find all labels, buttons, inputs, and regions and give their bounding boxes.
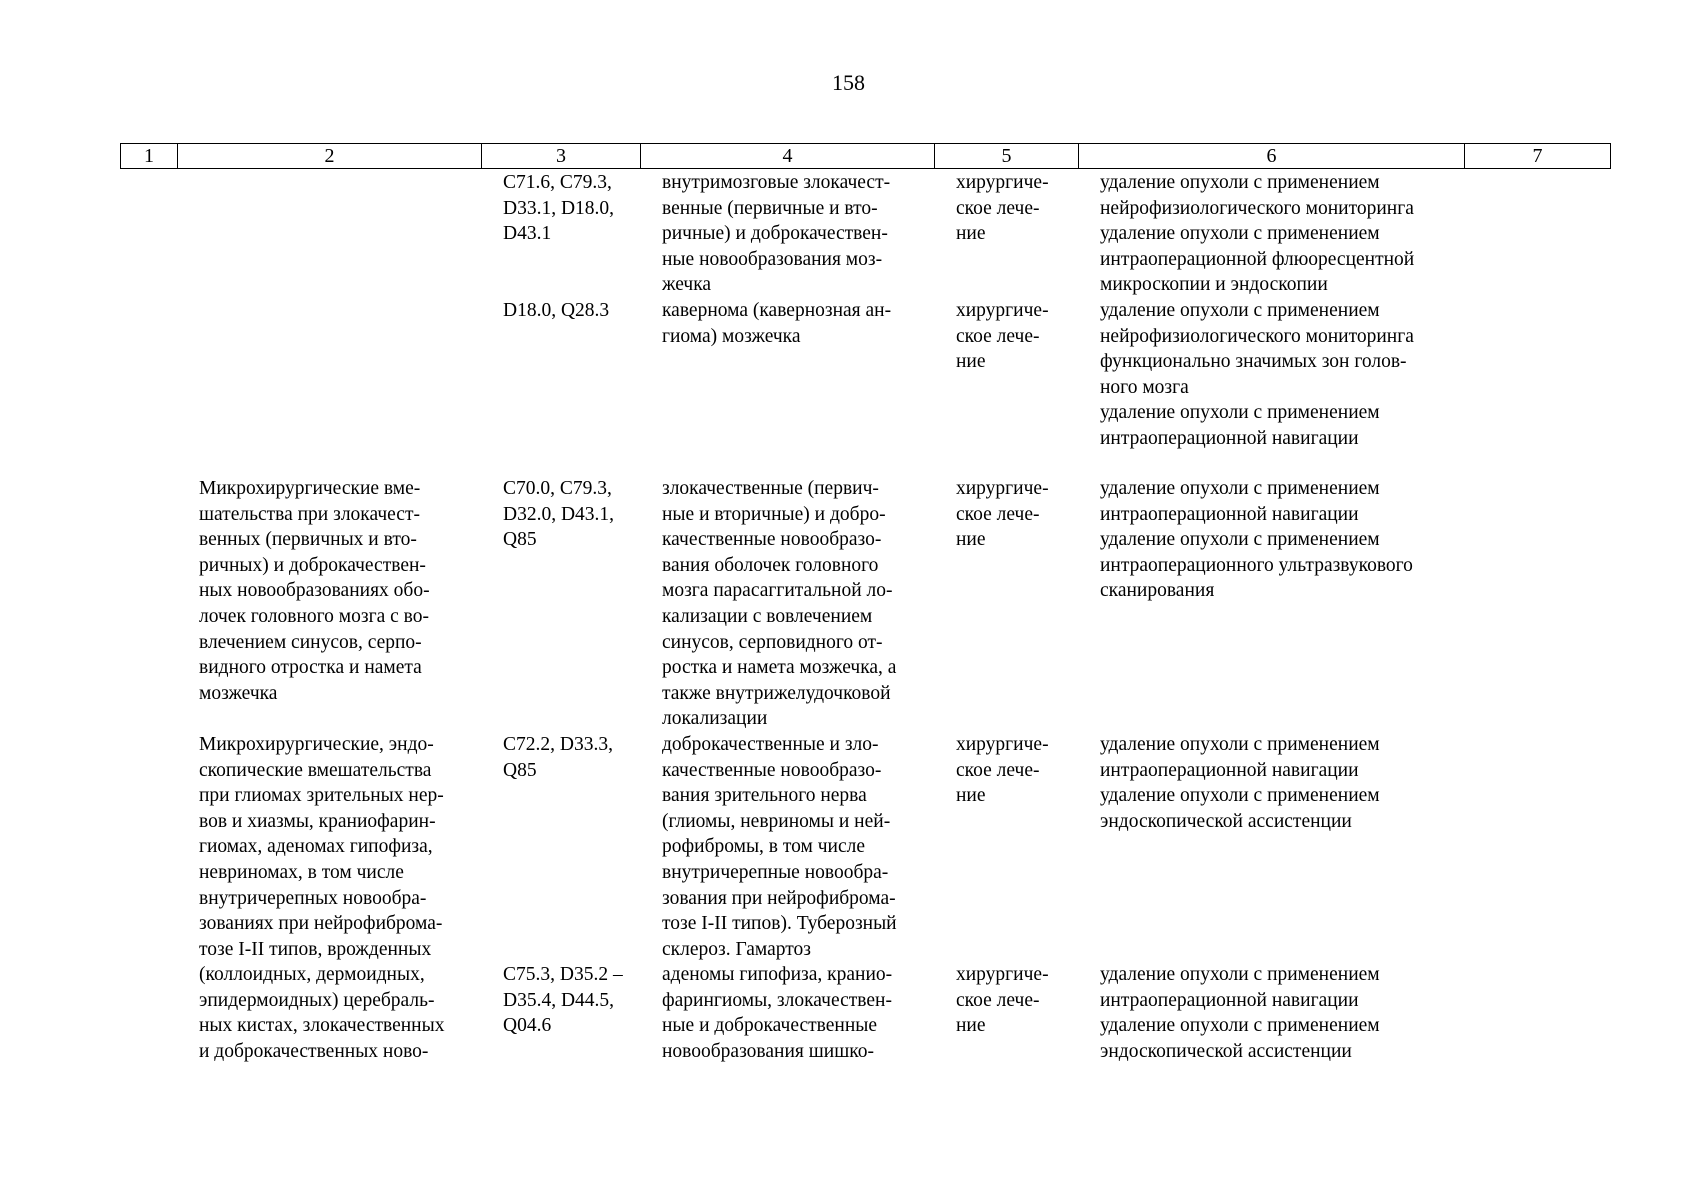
cell-line: хирургиче- (956, 300, 1049, 321)
cell-line: микроскопии и эндоскопии (1100, 274, 1328, 296)
treatment-method-cell (1100, 962, 1463, 1064)
cell-line: мозжечка (199, 682, 278, 704)
cell-line: внутримозговые злокачест- (662, 172, 891, 193)
cell-line: зованиях при нейрофиброма- (199, 913, 443, 935)
cell-line: D35.4, D44.5, (503, 989, 615, 1011)
cell-line: шательства при злокачест- (199, 503, 420, 525)
column-header-2: 2 (178, 144, 482, 169)
cell-line: качественные новообразо- (662, 759, 882, 781)
cell-line: ское лече- (956, 989, 1040, 1011)
cell-line: C72.2, D33.3, (503, 734, 613, 755)
cell-line: вов и хиазмы, краниофарин- (199, 810, 436, 832)
intervention-name-cell (199, 732, 482, 962)
cell-line: вания зрительного нерва (662, 785, 867, 807)
column-header-row (121, 144, 1611, 169)
cell-line: хирургиче- (956, 172, 1049, 193)
cell-line: ных новообразованиях обо- (199, 580, 430, 602)
treatment-type-cell (956, 476, 1078, 553)
cell-line: тозе I-II типов, врожденных (199, 938, 432, 960)
cell-line: рофибромы, в том числе (662, 836, 866, 858)
cell-line: удаление опухоли с применением (1100, 300, 1380, 321)
cell-line: также внутрижелудочковой (662, 682, 891, 704)
cell-line: ское лече- (956, 503, 1040, 525)
cell-line: удаление опухоли с применением (1100, 964, 1380, 985)
cell-line: ные и вторичные) и добро- (662, 503, 886, 525)
cell-line: мозга парасаггитальной ло- (662, 580, 893, 602)
cell-line: лочек головного мозга с во- (199, 605, 429, 627)
cell-line: зования при нейрофиброма- (662, 887, 896, 909)
cell-line: и доброкачественных ново- (199, 1040, 429, 1062)
cell-line: сканирования (1100, 580, 1215, 602)
cell-line: интраоперационной навигации (1100, 503, 1359, 525)
cell-line: аденомы гипофиза, кранио- (662, 964, 893, 985)
patient-model-cell (662, 732, 933, 962)
column-header-6: 6 (1079, 144, 1465, 169)
cell-line: фарингиомы, злокачествен- (662, 989, 892, 1011)
cell-line: C71.6, C79.3, (503, 172, 612, 193)
cell-line: интраоперационной флюоресцентной (1100, 248, 1415, 270)
cell-line: ское лече- (956, 325, 1040, 347)
column-header-3: 3 (482, 144, 641, 169)
cell-line: удаление опухоли с применением (1100, 478, 1380, 499)
cell-line: удаление опухоли с применением (1100, 402, 1380, 424)
cell-line: невриномах, в том числе (199, 861, 404, 883)
column-header-5: 5 (935, 144, 1079, 169)
cell-line: видного отростка и намета (199, 657, 422, 679)
cell-line: ское лече- (956, 759, 1040, 781)
cell-line: ние (956, 1015, 986, 1037)
cell-line: ростка и намета мозжечка, а (662, 657, 897, 679)
column-header-table (120, 143, 1611, 169)
column-header-4: 4 (641, 144, 935, 169)
column-header-1: 1 (121, 144, 178, 169)
cell-line: при глиомах зрительных нер- (199, 785, 444, 807)
cell-line: кализации с вовлечением (662, 605, 873, 627)
cell-line: D32.0, D43.1, (503, 503, 615, 525)
cell-line: хирургиче- (956, 478, 1049, 499)
cell-line: гиома) мозжечка (662, 325, 801, 347)
cell-line: синусов, серповидного от- (662, 631, 883, 653)
cell-line: доброкачественные и зло- (662, 734, 879, 755)
icd-codes-cell (503, 962, 640, 1039)
cell-line: качественные новообразо- (662, 529, 882, 551)
cell-line: ные новообразования моз- (662, 248, 883, 270)
cell-line: тозе I-II типов). Туберозный (662, 913, 897, 935)
cell-line: D18.0, Q28.3 (503, 300, 610, 321)
cell-line: Микрохирургические, эндо- (199, 734, 434, 755)
cell-line: локализации (662, 708, 768, 730)
cell-line: удаление опухоли с применением (1100, 785, 1380, 807)
cell-line: вания оболочек головного (662, 554, 879, 576)
cell-line: склероз. Гамартоз (662, 938, 811, 960)
cell-line: ние (956, 351, 986, 373)
cell-line: хирургиче- (956, 734, 1049, 755)
treatment-method-cell (1100, 732, 1463, 834)
cell-line: эндоскопической ассистенции (1100, 810, 1352, 832)
cell-line: интраоперационной навигации (1100, 989, 1359, 1011)
column-header-7: 7 (1465, 144, 1611, 169)
cell-line: интраоперационного ультразвукового (1100, 554, 1413, 576)
patient-model-cell (662, 476, 933, 732)
cell-line: удаление опухоли с применением (1100, 734, 1380, 755)
cell-line: эпидермоидных) церебраль- (199, 989, 435, 1011)
treatment-method-cell (1100, 298, 1463, 452)
cell-line: хирургиче- (956, 964, 1049, 985)
cell-line: скопические вмешательства (199, 759, 432, 781)
treatment-type-cell (956, 298, 1078, 375)
cell-line: удаление опухоли с применением (1100, 1015, 1380, 1037)
cell-line: (глиомы, невриномы и ней- (662, 810, 891, 832)
cell-line: ные и доброкачественные (662, 1015, 878, 1037)
treatment-method-cell (1100, 476, 1463, 604)
patient-model-cell (662, 170, 933, 298)
cell-line: злокачественные (первич- (662, 478, 879, 499)
cell-line: ние (956, 529, 986, 551)
cell-line: (коллоидных, дермоидных, (199, 964, 425, 985)
cell-line: ного мозга (1100, 376, 1189, 398)
cell-line: ричных) и доброкачествен- (199, 554, 426, 576)
page-number: 158 (832, 70, 865, 95)
cell-line: ных кистах, злокачественных (199, 1015, 445, 1037)
cell-line: новообразования шишко- (662, 1040, 874, 1062)
cell-line: ние (956, 223, 986, 245)
icd-codes-cell (503, 298, 640, 324)
cell-line: интраоперационной навигации (1100, 759, 1359, 781)
patient-model-cell (662, 962, 933, 1064)
cell-line: C75.3, D35.2 – (503, 964, 623, 985)
icd-codes-cell (503, 170, 640, 247)
cell-line: C70.0, C79.3, (503, 478, 612, 499)
intervention-name-cell (199, 962, 482, 1064)
cell-line: Q04.6 (503, 1015, 552, 1037)
cell-line: жечка (662, 274, 712, 296)
cell-line: удаление опухоли с применением (1100, 223, 1380, 245)
cell-line: удаление опухоли с применением (1100, 529, 1380, 551)
cell-line: внутричерепных новообра- (199, 887, 427, 909)
cell-line: внутричерепные новообра- (662, 861, 889, 883)
patient-model-cell (662, 298, 933, 349)
cell-line: кавернома (кавернозная ан- (662, 300, 892, 321)
cell-line: ское лече- (956, 197, 1040, 219)
treatment-type-cell (956, 732, 1078, 809)
intervention-name-cell (199, 476, 482, 706)
cell-line: D33.1, D18.0, (503, 197, 615, 219)
icd-codes-cell (503, 732, 640, 783)
cell-line: D43.1 (503, 223, 552, 245)
cell-line: функционально значимых зон голов- (1100, 351, 1407, 373)
cell-line: гиомах, аденомах гипофиза, (199, 836, 433, 858)
cell-line: интраоперационной навигации (1100, 427, 1359, 449)
cell-line: венных (первичных и вто- (199, 529, 417, 551)
treatment-type-cell (956, 962, 1078, 1039)
cell-line: Q85 (503, 759, 537, 781)
cell-line: эндоскопической ассистенции (1100, 1040, 1352, 1062)
cell-line: Q85 (503, 529, 537, 551)
icd-codes-cell (503, 476, 640, 553)
cell-line: ние (956, 785, 986, 807)
cell-line: нейрофизиологического мониторинга (1100, 325, 1414, 347)
cell-line: Микрохирургические вме- (199, 478, 421, 499)
cell-line: удаление опухоли с применением (1100, 172, 1380, 193)
cell-line: ричные) и доброкачествен- (662, 223, 888, 245)
treatment-type-cell (956, 170, 1078, 247)
cell-line: влечением синусов, серпо- (199, 631, 422, 653)
cell-line: нейрофизиологического мониторинга (1100, 197, 1414, 219)
cell-line: венные (первичные и вто- (662, 197, 878, 219)
treatment-method-cell (1100, 170, 1463, 298)
